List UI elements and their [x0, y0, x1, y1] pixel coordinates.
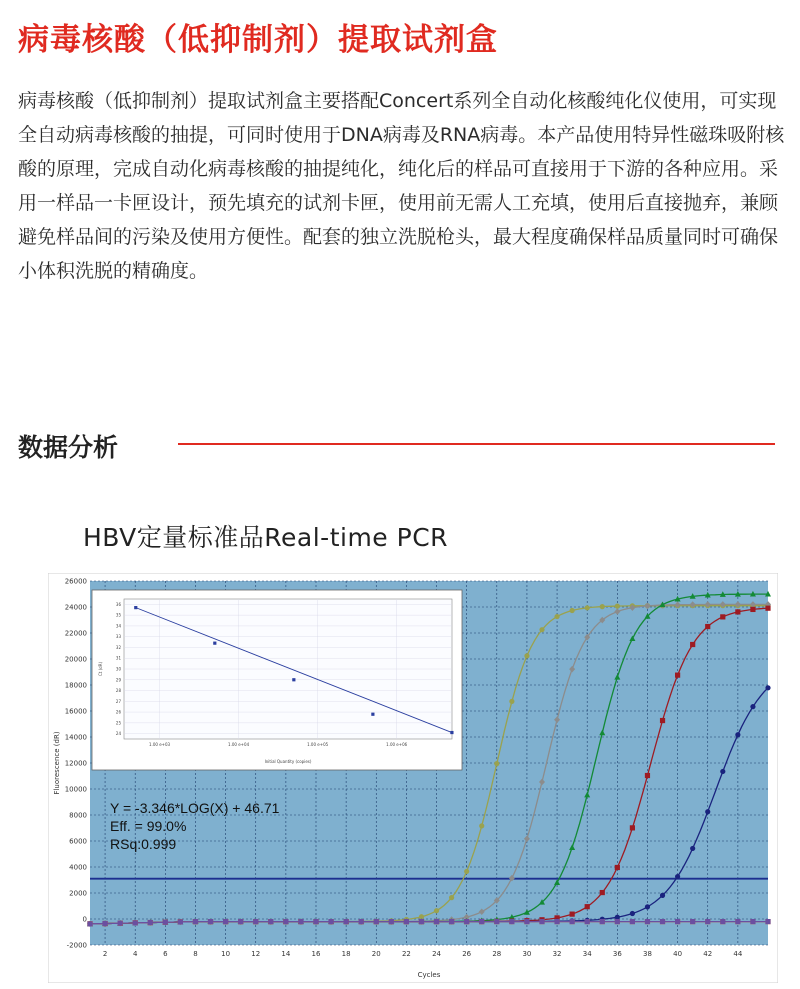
- inset-data-point: [371, 713, 374, 716]
- data-point: [494, 761, 499, 766]
- data-point: [479, 919, 484, 924]
- inset-y-tick-label: 25: [115, 720, 121, 726]
- inset-data-point: [134, 606, 137, 609]
- x-tick-label: 42: [703, 950, 713, 958]
- data-point: [163, 920, 168, 925]
- data-point: [750, 704, 755, 709]
- data-point: [660, 718, 665, 723]
- data-point: [765, 685, 770, 690]
- y-tick-label: 16000: [64, 707, 87, 716]
- data-point: [690, 642, 695, 647]
- data-point: [479, 823, 484, 828]
- x-tick-label: 6: [163, 950, 168, 958]
- y-tick-label: 6000: [69, 837, 87, 846]
- data-point: [223, 919, 228, 924]
- data-point: [645, 773, 650, 778]
- data-point: [660, 919, 665, 924]
- data-point: [720, 919, 725, 924]
- x-tick-label: 44: [733, 950, 743, 958]
- inset-y-tick-label: 27: [115, 698, 121, 704]
- inset-y-tick-label: 34: [115, 623, 121, 629]
- data-point: [449, 895, 454, 900]
- data-point: [615, 919, 620, 924]
- data-point: [464, 869, 469, 874]
- standard-curve-inset: [92, 590, 462, 770]
- x-axis-label: Cycles: [417, 971, 441, 979]
- inset-data-point: [292, 678, 295, 681]
- rsq-annotation: RSq:0.999: [110, 836, 177, 852]
- data-point: [675, 874, 680, 879]
- inset-y-tick-label: 32: [115, 644, 121, 650]
- amplification-chart: [48, 573, 778, 983]
- data-point: [238, 919, 243, 924]
- data-point: [494, 919, 499, 924]
- y-axis-label: Fluorescence (dR): [53, 731, 61, 795]
- data-point: [193, 919, 198, 924]
- inset-y-axis-label: Ct (dR): [98, 661, 103, 677]
- inset-x-tick-label: 1.00 e+06: [386, 742, 408, 747]
- x-tick-label: 12: [251, 950, 261, 958]
- data-point: [750, 607, 755, 612]
- inset-y-tick-label: 24: [115, 731, 121, 737]
- inset-y-tick-label: 31: [115, 655, 121, 661]
- inset-x-tick-label: 1.00 e+04: [228, 742, 250, 747]
- data-point: [554, 919, 559, 924]
- data-point: [509, 919, 514, 924]
- data-point: [615, 604, 620, 609]
- x-tick-label: 32: [552, 950, 562, 958]
- x-tick-label: 26: [462, 950, 472, 958]
- x-tick-label: 28: [492, 950, 502, 958]
- section-title: 数据分析: [18, 433, 119, 462]
- inset-x-axis-label: Initial Quantity (copies): [264, 759, 312, 764]
- data-point: [118, 921, 123, 926]
- x-tick-label: 18: [341, 950, 351, 958]
- data-point: [268, 919, 273, 924]
- data-point: [344, 919, 349, 924]
- x-tick-label: 16: [311, 950, 321, 958]
- data-point: [524, 653, 529, 658]
- inset-y-tick-label: 33: [115, 634, 121, 640]
- data-point: [283, 919, 288, 924]
- data-point: [208, 919, 213, 924]
- x-tick-label: 38: [643, 950, 652, 958]
- data-point: [570, 919, 575, 924]
- x-tick-label: 10: [221, 950, 231, 958]
- data-point: [419, 919, 424, 924]
- data-point: [600, 919, 605, 924]
- data-point: [524, 919, 529, 924]
- y-tick-label: 0: [82, 915, 87, 924]
- y-tick-label: 18000: [64, 681, 87, 690]
- data-point: [690, 846, 695, 851]
- data-point: [720, 769, 725, 774]
- x-tick-label: 30: [522, 950, 532, 958]
- page-title: 病毒核酸（低抑制剂）提取试剂盒: [18, 22, 498, 58]
- data-point: [554, 614, 559, 619]
- data-point: [374, 919, 379, 924]
- data-point: [585, 919, 590, 924]
- x-tick-label: 14: [281, 950, 291, 958]
- inset-data-point: [450, 731, 453, 734]
- data-point: [600, 604, 605, 609]
- data-point: [645, 904, 650, 909]
- data-point: [359, 919, 364, 924]
- inset-y-tick-label: 26: [115, 709, 121, 715]
- data-point: [735, 609, 740, 614]
- y-tick-label: 14000: [64, 733, 87, 742]
- x-tick-label: 40: [673, 950, 683, 958]
- data-point: [600, 890, 605, 895]
- inset-x-tick-label: 1.00 e+05: [307, 742, 329, 747]
- data-point: [389, 919, 394, 924]
- inset-y-tick-label: 30: [115, 666, 121, 672]
- y-tick-label: 2000: [69, 889, 87, 898]
- x-tick-label: 34: [582, 950, 592, 958]
- data-point: [570, 912, 575, 917]
- data-point: [585, 904, 590, 909]
- data-point: [102, 921, 107, 926]
- data-point: [705, 624, 710, 629]
- y-tick-label: 4000: [69, 863, 87, 872]
- y-tick-label: 12000: [64, 759, 87, 768]
- x-tick-label: 22: [401, 950, 411, 958]
- y-tick-label: 20000: [64, 655, 87, 664]
- data-point: [509, 699, 514, 704]
- x-tick-label: 36: [612, 950, 622, 958]
- data-point: [404, 919, 409, 924]
- data-point: [630, 825, 635, 830]
- data-point: [630, 911, 635, 916]
- efficiency-annotation: Eff. = 99.0%: [110, 818, 187, 834]
- inset-data-point: [213, 642, 216, 645]
- y-tick-label: 26000: [64, 577, 87, 586]
- data-point: [570, 608, 575, 613]
- inset-x-tick-label: 1.00 e+03: [149, 742, 171, 747]
- x-tick-label: 24: [432, 950, 441, 958]
- data-point: [178, 919, 183, 924]
- equation-annotation: Y = -3.346*LOG(X) + 46.71: [110, 800, 280, 816]
- data-point: [750, 919, 755, 924]
- data-point: [298, 919, 303, 924]
- data-point: [675, 673, 680, 678]
- y-tick-label: 8000: [69, 811, 87, 820]
- data-point: [705, 919, 710, 924]
- y-tick-label: -2000: [66, 941, 87, 950]
- data-point: [434, 908, 439, 913]
- data-point: [735, 919, 740, 924]
- data-point: [765, 606, 770, 611]
- y-tick-label: 10000: [64, 785, 87, 794]
- data-point: [464, 919, 469, 924]
- inset-y-tick-label: 36: [115, 601, 121, 607]
- data-point: [133, 920, 138, 925]
- x-tick-label: 8: [193, 950, 198, 958]
- data-point: [765, 919, 770, 924]
- inset-y-tick-label: 35: [115, 612, 121, 618]
- data-point: [645, 919, 650, 924]
- data-point: [539, 627, 544, 632]
- data-point: [660, 893, 665, 898]
- x-tick-label: 2: [102, 950, 108, 958]
- data-point: [87, 921, 92, 926]
- data-point: [328, 919, 333, 924]
- x-tick-label: 4: [132, 950, 138, 958]
- data-point: [434, 919, 439, 924]
- data-point: [675, 919, 680, 924]
- data-point: [313, 919, 318, 924]
- y-tick-label: 22000: [64, 629, 87, 638]
- data-point: [148, 920, 153, 925]
- intro-paragraph: 病毒核酸（低抑制剂）提取试剂盒主要搭配Concert系列全自动化核酸纯化仪使用，可实现全自动病毒核酸的抽提，可同时使用于DNA病毒及RNA病毒。本产品使用特异性磁珠吸附核酸的原理，完成自动化病毒核酸的抽提纯化，纯化后的样品可直接用于下游的各种应用。采用一样品一卡匣设计，预先填充的试剂卡匣，使用前无需人工充填，使用后直接抛弃，兼顾避免样品间的污染及使用方便性。配套的独立洗脱枪头，最大程度确保样品质量同时可确保小体积洗脱的精确度。: [18, 90, 785, 282]
- data-point: [449, 919, 454, 924]
- data-point: [615, 865, 620, 870]
- data-point: [720, 614, 725, 619]
- data-point: [705, 809, 710, 814]
- y-tick-label: 24000: [64, 603, 87, 612]
- data-point: [585, 605, 590, 610]
- x-tick-label: 20: [371, 950, 381, 958]
- section-divider: [178, 443, 775, 445]
- data-point: [253, 919, 258, 924]
- chart-title: HBV定量标准品Real-time PCR: [83, 523, 449, 552]
- inset-y-tick-label: 28: [115, 688, 121, 694]
- data-point: [539, 919, 544, 924]
- inset-y-tick-label: 29: [115, 677, 121, 683]
- data-point: [690, 919, 695, 924]
- data-point: [630, 919, 635, 924]
- data-point: [735, 732, 740, 737]
